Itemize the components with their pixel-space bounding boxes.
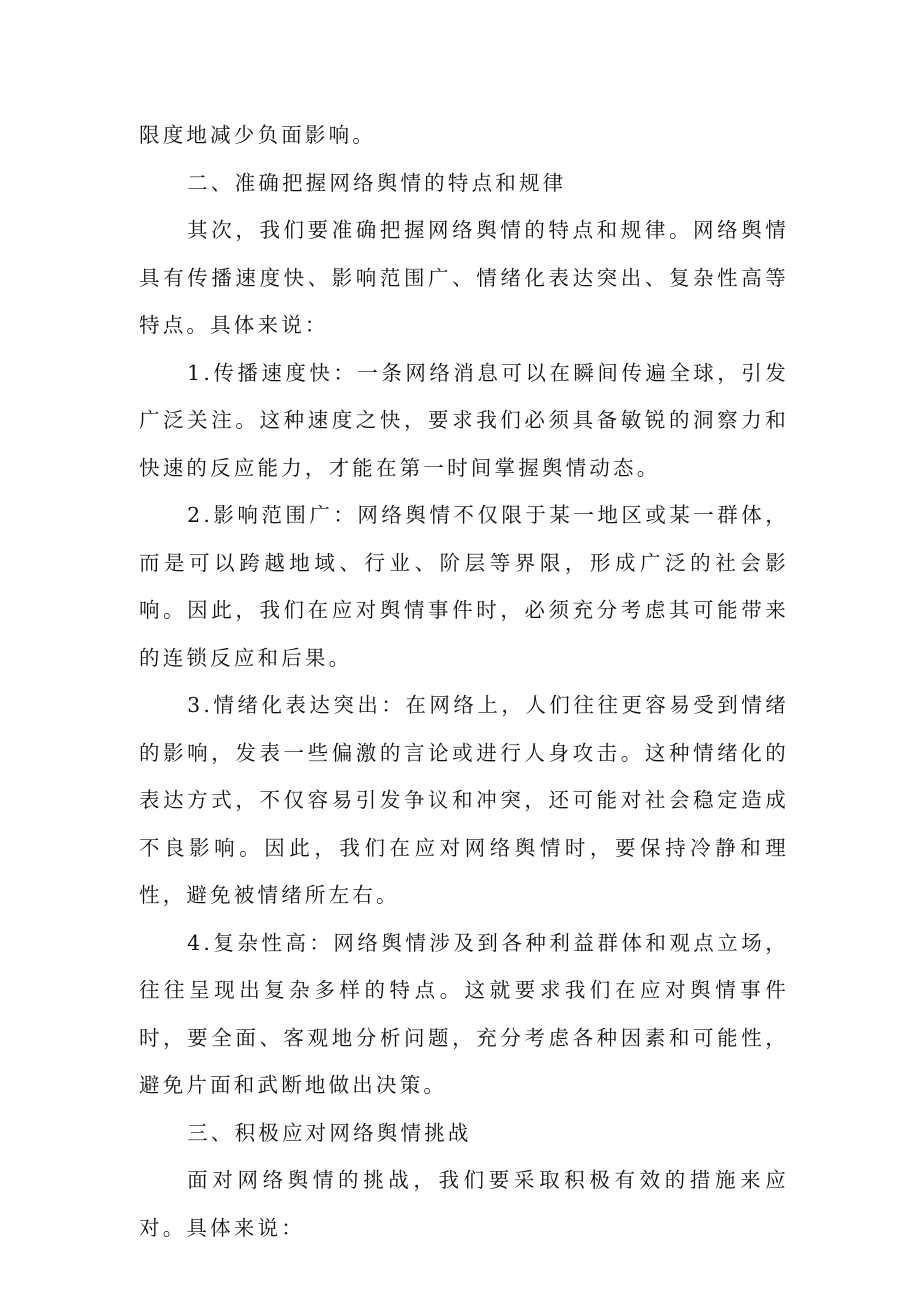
paragraph-continuation: 限度地减少负面影响。 bbox=[139, 123, 376, 147]
list-item-4: 4.复杂性高：网络舆情涉及到各种利益群体和观点立场，往往呈现出复杂多样的特点。这就要求我们在应对舆情事件时，要全面、客观地分析问题，充分考虑各种因素和可能性，避免片面和武断地做出决策。 bbox=[139, 930, 789, 1097]
paragraph-intro: 其次，我们要准确把握网络舆情的特点和规律。网络舆情具有传播速度快、影响范围广、情绪化表达突出、复杂性高等特点。具体来说： bbox=[139, 218, 789, 337]
section-heading-3: 三、积极应对网络舆情挑战 bbox=[187, 1120, 472, 1145]
list-item-2: 2.影响范围广：网络舆情不仅限于某一地区或某一群体，而是可以跨越地域、行业、阶层等界限，形成广泛的社会影响。因此，我们在应对舆情事件时，必须充分考虑其可能带来的连锁反应和后果。 bbox=[139, 503, 789, 670]
section-heading-2: 二、准确把握网络舆情的特点和规律 bbox=[187, 170, 567, 195]
list-item-3: 3.情绪化表达突出：在网络上，人们往往更容易受到情绪的影响，发表一些偏激的言论或进行人身攻击。这种情绪化的表达方式，不仅容易引发争议和冲突，还可能对社会稳定造成不良影响。因此，我们在应对网络舆情时，要保持冷静和理性，避免被情绪所左右。 bbox=[139, 693, 789, 907]
list-item-1: 1.传播速度快：一条网络消息可以在瞬间传遍全球，引发广泛关注。这种速度之快，要求我们必须具备敏锐的洞察力和快速的反应能力，才能在第一时间掌握舆情动态。 bbox=[139, 360, 789, 480]
document-body bbox=[139, 112, 789, 1252]
paragraph-closing: 面对网络舆情的挑战，我们要采取积极有效的措施来应对。具体来说： bbox=[139, 1168, 789, 1240]
